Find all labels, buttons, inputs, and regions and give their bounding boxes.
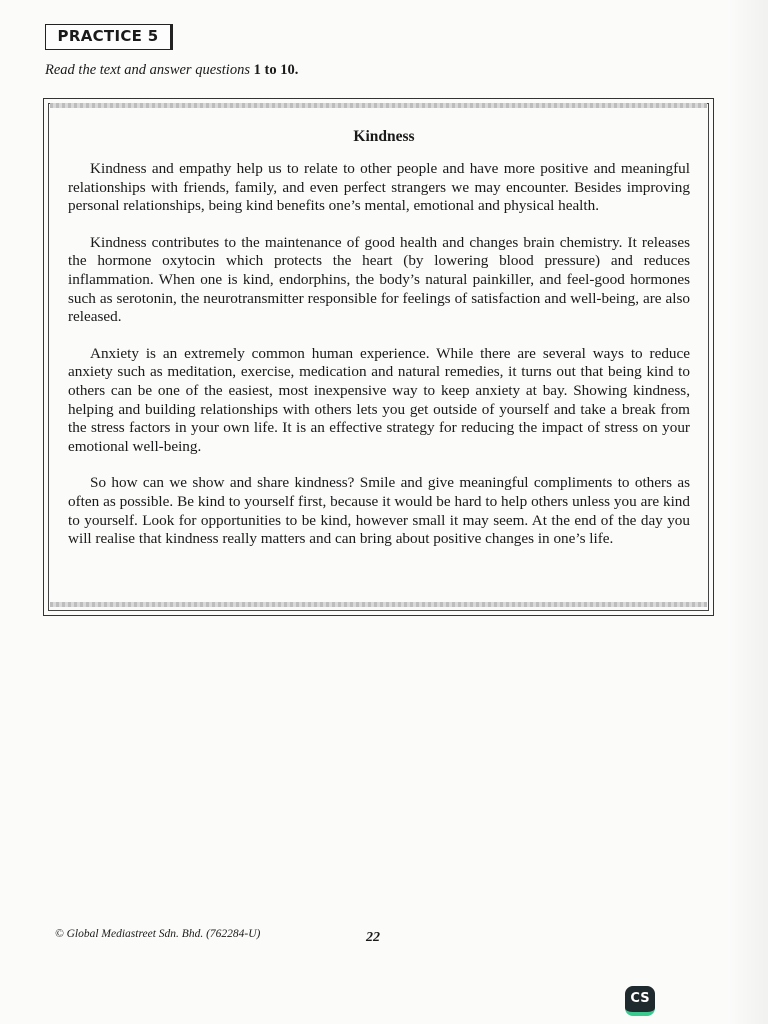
passage-title: Kindness: [353, 128, 415, 145]
instruction-question-range: 1 to 10.: [253, 62, 299, 78]
instruction-text: Read the text and answer questions: [45, 62, 254, 78]
frame-top-strip: [50, 103, 707, 108]
instruction-line: [45, 62, 298, 79]
page-edge-shadow: [728, 0, 768, 1024]
footer-copyright: © Global Mediastreet Sdn. Bhd. (762284-U): [55, 928, 261, 940]
camscanner-logo-icon: CS: [625, 986, 655, 1016]
passage-paragraph-2: Kindness contributes to the maintenance of good health and changes brain chemistry. It releases the hormone oxytocin which protects the heart (by lowering blood pressure) and reduces inflammation. When one is kind, endorphins, the body’s natural painkiller, and feel-good hormones such as serotonin, the neurotransmitter responsible for feelings of satisfaction and well-being, are also released.: [68, 233, 690, 326]
passage-paragraph-1: Kindness and empathy help us to relate to other people and have more positive and meaningful relationships with friends, family, and even perfect strangers we may encounter. Besides improving personal relationships, being kind benefits one’s mental, emotional and physical health.: [68, 160, 690, 215]
passage-body: [68, 160, 690, 567]
frame-bottom-strip: [50, 602, 707, 607]
practice-label: PRACTICE 5: [45, 24, 173, 50]
passage-paragraph-3: Anxiety is an extremely common human experience. While there are several ways to reduce anxiety such as meditation, exercise, medication and natural remedies, it turns out that being kind to others can be one of the easiest, most inexpensive way to keep anxiety at bay. Showing kindness, helping and building relationships with others lets you get outside of yourself and take a break from the stress factors in your own life. It is an effective strategy for reducing the impact of stress on your emotional well-being.: [68, 344, 690, 455]
passage-paragraph-4: So how can we show and share kindness? Smile and give meaningful compliments to others as often as possible. Be kind to yourself first, because it would be hard to help others unless you are kind to yourself. Look for opportunities to be kind, however small it may seem. At the end of the day you will realise that kindness really matters and can bring about positive changes in one’s life.: [68, 474, 690, 548]
page-number: 22: [366, 930, 380, 945]
